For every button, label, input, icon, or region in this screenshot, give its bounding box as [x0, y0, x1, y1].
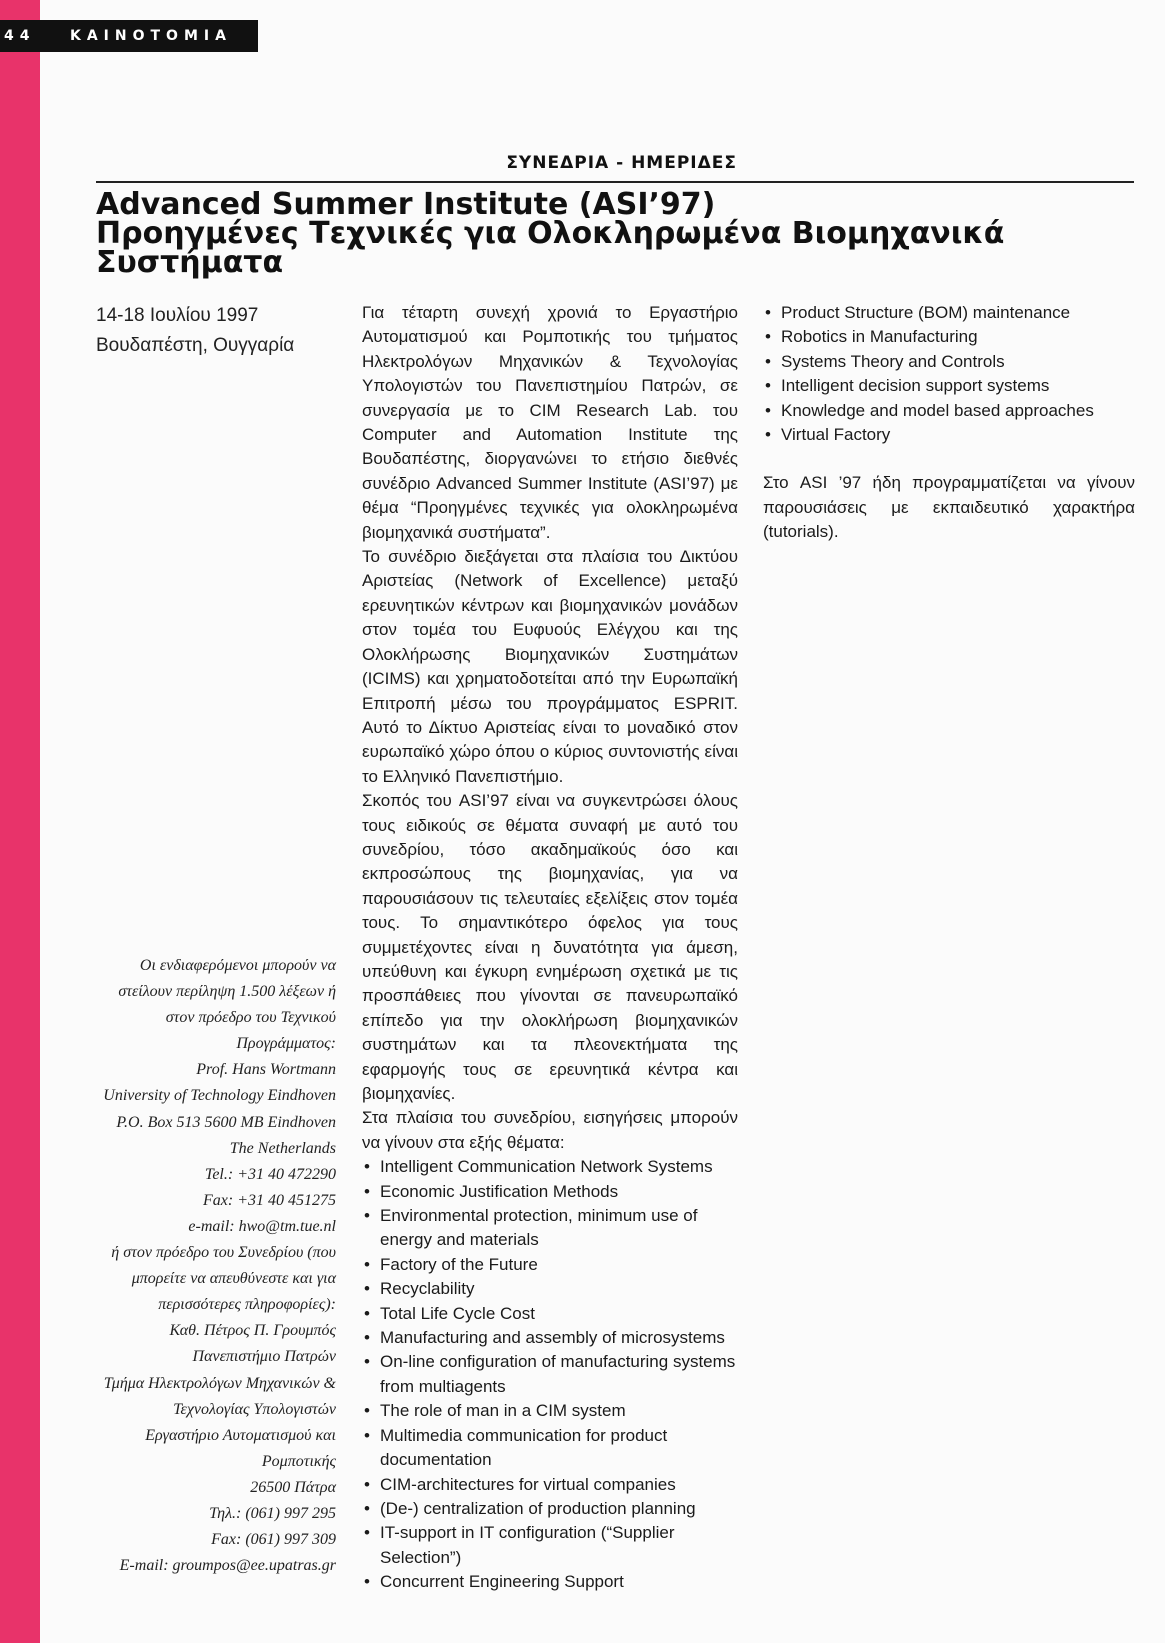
contact-line: Προγράμματος: [236, 1035, 336, 1053]
topic-item: • Systems Theory and Controls [763, 350, 1135, 374]
title-line: Προηγμένες Τεχνικές για Ολοκληρωμένα Βιομηχανικά [96, 216, 1005, 251]
contact-line: Fax: +31 40 451275 [203, 1191, 336, 1209]
topic-item: • Intelligent Communication Network Systems [362, 1155, 738, 1179]
contact-line: P.O. Box 513 5600 MB Eindhoven [116, 1113, 336, 1131]
topic-item: • Concurrent Engineering Support [362, 1570, 738, 1594]
contact-line: περισσότερες πληροφορίες): [158, 1296, 336, 1314]
topic-item: • Economic Justification Methods [362, 1180, 738, 1204]
contact-info [60, 953, 336, 1579]
topic-item: • Intelligent decision support systems [763, 374, 1135, 398]
article-title [96, 187, 1136, 280]
title-line: Συστήματα [96, 245, 284, 280]
event-meta [96, 301, 356, 361]
topics-list-continued [763, 301, 1135, 447]
page-header [0, 20, 258, 52]
contact-line: E-mail: groumpos@ee.upatras.gr [119, 1557, 336, 1575]
contact-line: μπορείτε να απευθύνεστε και για [131, 1270, 336, 1288]
contact-line: Prof. Hans Wortmann [196, 1061, 336, 1079]
topic-item: • Robotics in Manufacturing [763, 325, 1135, 349]
section-label: ΣΥΝΕΔΡΙΑ - ΗΜΕΡΙΔΕΣ [506, 153, 737, 173]
event-location: Βουδαπέστη, Ουγγαρία [96, 335, 295, 356]
contact-line: στον πρόεδρο του Τεχνικού [165, 1009, 336, 1027]
paragraph: Το συνέδριο διεξάγεται στα πλαίσια του Δικτύου Αριστείας (Network of Excellence) μεταξύ ερευνητικών κέντρων και βιομηχανικών μονάδων στον τομέα του Ευφυούς Ελέγχου και της Ολοκλήρωσης Βιομηχανικών Συστημάτων (ICIMS) και χρηματοδοτείται από την Ευρωπαϊκή Επιτροπή μέσω του προγράμματος ESPRIT. Αυτό το Δίκτυο Αριστείας είναι το μοναδικό στον ευρωπαϊκό χώρο όπου ο κύριος συντονιστής είναι το Ελληνικό Πανεπιστήμιο. [362, 547, 738, 786]
topic-item: • Recyclability [362, 1277, 738, 1301]
topic-item: • Virtual Factory [763, 423, 1135, 447]
contact-line: Ρομποτικής [261, 1452, 336, 1470]
contact-line: University of Technology Eindhoven [103, 1087, 336, 1105]
topics-list [362, 1155, 738, 1594]
contact-line: Εργαστήριο Αυτοματισμού και [145, 1426, 336, 1444]
topic-item: • On-line configuration of manufacturing systems from multiagents [362, 1350, 738, 1399]
magazine-name: ΚΑΙΝΟΤΟΜΙΑ [70, 28, 232, 44]
topic-item: • (De-) centralization of production planning [362, 1497, 738, 1521]
contact-line: Fax: (061) 997 309 [211, 1531, 336, 1549]
right-text-column [763, 301, 1135, 545]
title-line: Advanced Summer Institute (ASI’97) [96, 187, 716, 222]
main-text-column [362, 301, 738, 1595]
topic-item: • Environmental protection, minimum use of energy and materials [362, 1204, 738, 1253]
contact-line: στείλουν περίληψη 1.500 λέξεων ή [118, 983, 336, 1001]
topic-item: • Manufacturing and assembly of microsystems [362, 1326, 738, 1350]
contact-line: Πανεπιστήμιο Πατρών [192, 1348, 336, 1366]
contact-line: Τεχνολογίας Υπολογιστών [173, 1400, 336, 1418]
topic-item: • Product Structure (BOM) maintenance [763, 301, 1135, 325]
topic-item: • Factory of the Future [362, 1253, 738, 1277]
topic-item: • Knowledge and model based approaches [763, 399, 1135, 423]
contact-line: Τμήμα Ηλεκτρολόγων Μηχανικών & [103, 1374, 336, 1392]
closing-paragraph: Στο ASI ’97 ήδη προγραμματίζεται να γίνουν παρουσιάσεις με εκπαιδευτικό χαρακτήρα (tutorials). [763, 473, 1135, 542]
contact-line: Tel.: +31 40 472290 [204, 1165, 336, 1183]
contact-line: ή στον πρόεδρο του Συνεδρίου (που [111, 1244, 336, 1262]
paragraph: Στα πλαίσια του συνεδρίου, εισηγήσεις μπορούν να γίνουν στα εξής θέματα: [362, 1108, 738, 1152]
pink-margin-bar [0, 0, 40, 1643]
topic-item: • The role of man in a CIM system [362, 1399, 738, 1423]
contact-line: Τηλ.: (061) 997 295 [209, 1504, 336, 1522]
event-dates: 14-18 Ιουλίου 1997 [96, 305, 259, 326]
topic-item: • CIM-architectures for virtual companies [362, 1473, 738, 1497]
contact-line: Καθ. Πέτρος Π. Γρουμπός [169, 1322, 336, 1340]
paragraph: Για τέταρτη συνεχή χρονιά το Εργαστήριο Αυτοματισμού και Ρομποτικής του τμήματος Ηλεκτρολόγων Μηχανικών & Τεχνολογίας Υπολογιστών του Πανεπιστημίου Πατρών, σε συνεργασία με το CIM Research Lab. του Computer and Automation Institute της Βουδαπέστης, διοργανώνει το ετήσιο διεθνές συνέδριο Advanced Summer Institute (ASI’97) με θέμα “Προηγμένες τεχνικές για ολοκληρωμένα βιομηχανικά συστήματα”. [362, 303, 738, 542]
divider-rule [96, 181, 1134, 183]
contact-line: Οι ενδιαφερόμενοι μπορούν να [139, 957, 336, 974]
contact-line: 26500 Πάτρα [250, 1478, 336, 1496]
contact-line: The Netherlands [229, 1139, 336, 1157]
paragraph: Σκοπός του ASI’97 είναι να συγκεντρώσει όλους τους ειδικούς σε θέματα συναφή με αυτό του συνεδρίου, τόσο ακαδημαϊκούς όσο και εκπροσώπους της βιομηχανίας, για να παρουσιάσουν τις τελευταίες εξελίξεις στον τομέα τους. Το σημαντικότερο όφελος για τους συμμετέχοντες είναι η δυνατότητα για άμεση, υπεύθυνη και έγκυρη ενημέρωση σχετικά με τις προσπάθειες που γίνονται σε πανευρωπαϊκό επίπεδο για την ολοκλήρωση βιομηχανικών συστημάτων και τα πλεονεκτήματα της εφαρμογής τους σε ερευνητικά κέντρα και βιομηχανίες. [362, 791, 738, 1103]
topic-item: • Total Life Cycle Cost [362, 1302, 738, 1326]
page-number: 44 [4, 28, 36, 44]
contact-line: e-mail: hwo@tm.tue.nl [188, 1217, 336, 1235]
topic-item: • IT-support in IT configuration (“Supplier Selection”) [362, 1521, 738, 1570]
topic-item: • Multimedia communication for product documentation [362, 1424, 738, 1473]
